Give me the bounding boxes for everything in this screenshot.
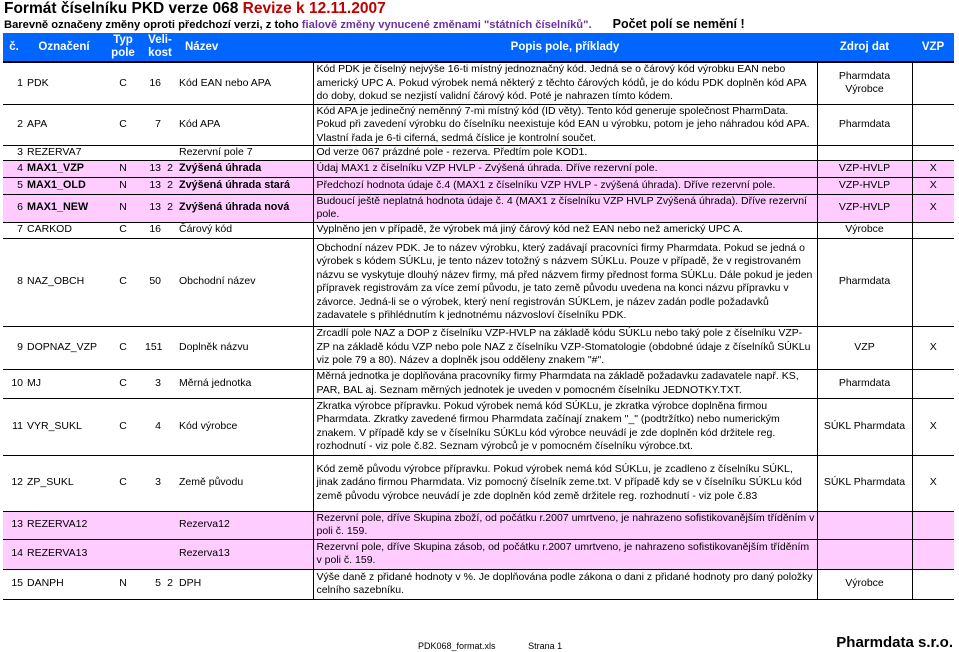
row-code: REZERVA12	[25, 511, 103, 539]
row-code: DOPNAZ_VZP	[25, 326, 103, 369]
row-size	[143, 511, 163, 539]
row-vzp: X	[912, 326, 954, 369]
row-desc: Zkratka výrobce přípravku. Pokud výrobek nemá kód SÚKLu, je zkratka výrobce doplněna firmou Pharmdata. Zkratky zavedené firmou Pharmdata začínají znakem "_" (podtržítko) nebo numerickým znakem. V případě kdy se v číselníku SÚKLu kód výrobce neuvádí je zde doplněn kód držitele reg. rozhodnutí - viz pole č.82. Seznam výrobců je v pomocném číselníku výrobce.txt.	[313, 398, 817, 455]
page-footer	[418, 641, 592, 651]
row-size: 13	[143, 160, 163, 177]
table-row	[3, 539, 954, 569]
row-vzp	[912, 222, 954, 238]
row-type: C	[103, 326, 143, 369]
table-row	[3, 455, 954, 511]
col-typ-label: Typ pole	[111, 34, 135, 59]
row-desc: Údaj MAX1 z číselníku VZP HVLP - Zvýšená úhrada. Dříve rezervní pole.	[313, 160, 817, 177]
col-velikost	[143, 33, 177, 62]
row-name: Zvýšená úhrada stará	[177, 177, 313, 194]
footer-file: PDK068_format.xls	[418, 641, 496, 651]
col-oznaceni: Označení	[25, 33, 103, 62]
row-desc: Výše daně z přidané hodnoty v %. Je doplňována podle zákona o dani z přidané hodnoty pro daný položky celního sazebníku.	[313, 569, 817, 599]
row-dec	[163, 104, 177, 146]
row-vzp: X	[912, 398, 954, 455]
row-num: 4	[3, 160, 25, 177]
row-dec: 2	[163, 194, 177, 222]
row-desc: Měrná jednotka je doplňována pracovníky firmy Pharmdata na základě požadavku zadavatele např. KS, PAR, BAL aj. Seznam měrných jednotek je uveden v pomocném číselníku JEDNOTKY.TXT.	[313, 369, 817, 398]
row-vzp	[912, 569, 954, 599]
row-code: REZERVA7	[25, 146, 103, 161]
row-name: Obchodní název	[177, 238, 313, 326]
row-name: DPH	[177, 569, 313, 599]
col-nazev: Název	[177, 33, 313, 62]
row-code: VYR_SUKL	[25, 398, 103, 455]
row-source: VZP-HVLP	[817, 194, 912, 222]
row-num: 8	[3, 238, 25, 326]
row-vzp	[912, 238, 954, 326]
row-source: Pharmdata	[817, 238, 912, 326]
row-num: 13	[3, 511, 25, 539]
row-code: MJ	[25, 369, 103, 398]
table-row	[3, 177, 954, 194]
row-size: 16	[143, 222, 163, 238]
row-num: 11	[3, 398, 25, 455]
row-dec: 2	[163, 177, 177, 194]
col-typ	[103, 33, 143, 62]
table-row	[3, 104, 954, 146]
row-code: ZP_SUKL	[25, 455, 103, 511]
row-dec	[163, 455, 177, 511]
row-type: N	[103, 194, 143, 222]
row-dec	[163, 398, 177, 455]
row-type	[103, 511, 143, 539]
row-dec	[163, 326, 177, 369]
row-size: 7	[143, 104, 163, 146]
row-type: N	[103, 177, 143, 194]
row-dec	[163, 146, 177, 161]
row-vzp	[912, 146, 954, 161]
table-row	[3, 222, 954, 238]
row-type: C	[103, 398, 143, 455]
row-size: 151	[143, 326, 163, 369]
row-num: 6	[3, 194, 25, 222]
col-popis: Popis pole, příklady	[313, 33, 817, 62]
row-size: 50	[143, 238, 163, 326]
row-name: Kód výrobce	[177, 398, 313, 455]
row-code: APA	[25, 104, 103, 146]
row-type: C	[103, 62, 143, 104]
subtitle-text: Barevně označeny změny oproti předchozí verzi, z toho	[4, 19, 302, 31]
row-desc: Rezervní pole, dříve Skupina zboží, od počátku r.2007 umrtveno, je nahrazeno sofistikovanějším tříděním v poli č. 159.	[313, 511, 817, 539]
row-name: Zvýšená úhrada nová	[177, 194, 313, 222]
row-size: 3	[143, 369, 163, 398]
row-num: 12	[3, 455, 25, 511]
row-vzp: X	[912, 455, 954, 511]
row-vzp	[912, 104, 954, 146]
row-dec	[163, 511, 177, 539]
row-vzp	[912, 539, 954, 569]
row-type: N	[103, 569, 143, 599]
row-vzp	[912, 511, 954, 539]
table-row	[3, 326, 954, 369]
row-type: N	[103, 160, 143, 177]
footer-company: Pharmdata s.r.o.	[836, 634, 953, 651]
row-desc: Kód PDK je číselný nejvýše 16-ti místný jednoznačný kód. Jedná se o čárový kód výrobku EAN nebo americký UPC A. Pokud výrobek nemá některý z těchto čárových kódů, je do kódu PDK doplněn kód APA do doby, dokud se nezjistí validní čárový kód. Poté je nahrazen tímto kódem.	[313, 62, 817, 104]
row-source: SÚKL Pharmdata	[817, 398, 912, 455]
row-vzp: X	[912, 177, 954, 194]
row-desc: Kód země původu výrobce přípravku. Pokud výrobek nemá kód SÚKLu, je zcadleno z číselníku SÚKL, jinak zadáno firmou Pharmdata. Viz pomocný číselník zeme.txt. V případě kdy se v číselníku SÚKLu kód země původu výrobce neuvádí je zde doplněn kód země držitele reg. rozhodnutí - viz pole č.83	[313, 455, 817, 511]
row-vzp	[912, 369, 954, 398]
subtitle	[4, 17, 745, 31]
row-dec	[163, 238, 177, 326]
row-dec: 2	[163, 569, 177, 599]
row-size: 16	[143, 62, 163, 104]
row-size: 3	[143, 455, 163, 511]
row-name: Doplněk názvu	[177, 326, 313, 369]
row-num: 14	[3, 539, 25, 569]
row-type: C	[103, 104, 143, 146]
row-source: Výrobce	[817, 569, 912, 599]
col-vzp: VZP	[912, 33, 954, 62]
document-title	[4, 0, 386, 18]
row-size: 13	[143, 194, 163, 222]
row-dec	[163, 62, 177, 104]
row-num: 2	[3, 104, 25, 146]
table-row	[3, 62, 954, 104]
table-row	[3, 146, 954, 161]
col-cislo: č.	[3, 33, 25, 62]
row-size: 13	[143, 177, 163, 194]
row-code: PDK	[25, 62, 103, 104]
row-type: C	[103, 238, 143, 326]
row-vzp: X	[912, 194, 954, 222]
row-code: DANPH	[25, 569, 103, 599]
row-source: VZP	[817, 326, 912, 369]
row-num: 1	[3, 62, 25, 104]
row-desc: Obchodní název PDK. Je to název výrobku, který zadávají pracovníci firmy Pharmdata. Pokud se jedná o výrobek s kódem SÚKLu, je tento název totožný s názvem SÚKLu. Pouze v případě, že v registrovaném názvu se vyskytuje dlouhý název firmy, má před názvem firmy přednost forma SÚKLu. Dále pokud je jeden přípravek registrovám za více zemí původu, je tato země původu uvedena na konci názvu přípravku v závorce. Jedná-li se o výrobek, který není registrován SÚKLem, je název zadán podle požadavků zadavatele s přihlédnutím k jednotnému názvosloví číselníku PDK.	[313, 238, 817, 326]
row-num: 5	[3, 177, 25, 194]
row-desc: Předchozí hodnota údaje č.4 (MAX1 z číselníku VZP HVLP - zvýšená úhrada). Dříve rezervní pole.	[313, 177, 817, 194]
row-type: C	[103, 369, 143, 398]
row-num: 3	[3, 146, 25, 161]
row-code: MAX1_VZP	[25, 160, 103, 177]
row-num: 15	[3, 569, 25, 599]
row-name: Zvýšená úhrada	[177, 160, 313, 177]
table-row	[3, 160, 954, 177]
table-row	[3, 569, 954, 599]
field-count-note: Počet polí se nemění !	[612, 17, 745, 31]
col-zdroj: Zdroj dat	[817, 33, 912, 62]
row-source: VZP-HVLP	[817, 177, 912, 194]
row-name: Čárový kód	[177, 222, 313, 238]
row-dec	[163, 222, 177, 238]
row-source: Výrobce	[817, 222, 912, 238]
revision-date: Revize k 12.11.2007	[242, 0, 386, 17]
row-name: Rezervní pole 7	[177, 146, 313, 161]
row-vzp	[912, 62, 954, 104]
row-vzp: X	[912, 160, 954, 177]
table-row	[3, 511, 954, 539]
row-code: MAX1_OLD	[25, 177, 103, 194]
row-dec	[163, 369, 177, 398]
table-row	[3, 398, 954, 455]
row-source	[817, 146, 912, 161]
row-type	[103, 146, 143, 161]
row-desc: Rezervní pole, dříve Skupina zásob, od počátku r.2007 umrtveno, je nahrazeno sofistikovanějším tříděním v poli č. 159.	[313, 539, 817, 569]
row-source: Pharmdata	[817, 104, 912, 146]
table-row	[3, 194, 954, 222]
row-desc: Od verze 067 prázdné pole - rezerva. Předtím pole KOD1.	[313, 146, 817, 161]
format-table	[3, 33, 954, 600]
row-size: 4	[143, 398, 163, 455]
row-size	[143, 146, 163, 161]
row-num: 10	[3, 369, 25, 398]
row-source	[817, 539, 912, 569]
row-desc: Kód APA je jedinečný neměnný 7-mi místný kód (ID věty). Tento kód generuje společnost PharmData. Pokud při zavedení výrobku do číselníku neexistuje kód EAN u výrobku, potom je jeho náhradou kód APA. Vlastní řada je 6-ti ciferná, sedmá číslice je kontrolní součet.	[313, 104, 817, 146]
subtitle-purple: fialově změny vynucené změnami "státních číselníků".	[301, 19, 592, 31]
row-desc: Budoucí ještě neplatná hodnota údaje č. 4 (MAX1 z číselníku VZP HVLP Zvýšená úhrada). Dříve rezervní pole.	[313, 194, 817, 222]
row-name: Měrná jednotka	[177, 369, 313, 398]
row-name: Rezerva12	[177, 511, 313, 539]
row-source	[817, 511, 912, 539]
col-velikost-label: Veli-kost	[148, 34, 172, 59]
row-code: MAX1_NEW	[25, 194, 103, 222]
table-header	[3, 33, 954, 62]
row-dec: 2	[163, 160, 177, 177]
row-name: Rezerva13	[177, 539, 313, 569]
row-code: NAZ_OBCH	[25, 238, 103, 326]
row-dec	[163, 539, 177, 569]
footer-page: Strana 1	[528, 641, 563, 651]
row-desc: Zrcadlí pole NAZ a DOP z číselníku VZP-HVLP na základě kódu SÚKLu nebo taký pole z číselníku VZP-ZP na základě kódu VZP nebo pole NAZ z číselníku VZP-Stomatologie (obdobné údaje z číselníků SÚKLu viz pole 79 a 80). Název a doplněk jsou odděleny znakem "#".	[313, 326, 817, 369]
row-type: C	[103, 455, 143, 511]
row-source: VZP-HVLP	[817, 160, 912, 177]
row-num: 9	[3, 326, 25, 369]
row-name: Kód APA	[177, 104, 313, 146]
row-source: Pharmdata	[817, 369, 912, 398]
format-title: Formát číselníku PKD verze 068	[4, 0, 239, 17]
row-source: Pharmdata Výrobce	[817, 62, 912, 104]
row-size	[143, 539, 163, 569]
row-code: REZERVA13	[25, 539, 103, 569]
row-name: Země původu	[177, 455, 313, 511]
row-name: Kód EAN nebo APA	[177, 62, 313, 104]
table-row	[3, 238, 954, 326]
row-type: C	[103, 222, 143, 238]
table-row	[3, 369, 954, 398]
row-desc: Vyplněno jen v případě, že výrobek má jiný čárový kód než EAN nebo než americký UPC A.	[313, 222, 817, 238]
row-source: SÚKL Pharmdata	[817, 455, 912, 511]
row-code: CARKOD	[25, 222, 103, 238]
row-num: 7	[3, 222, 25, 238]
row-size: 5	[143, 569, 163, 599]
row-type	[103, 539, 143, 569]
